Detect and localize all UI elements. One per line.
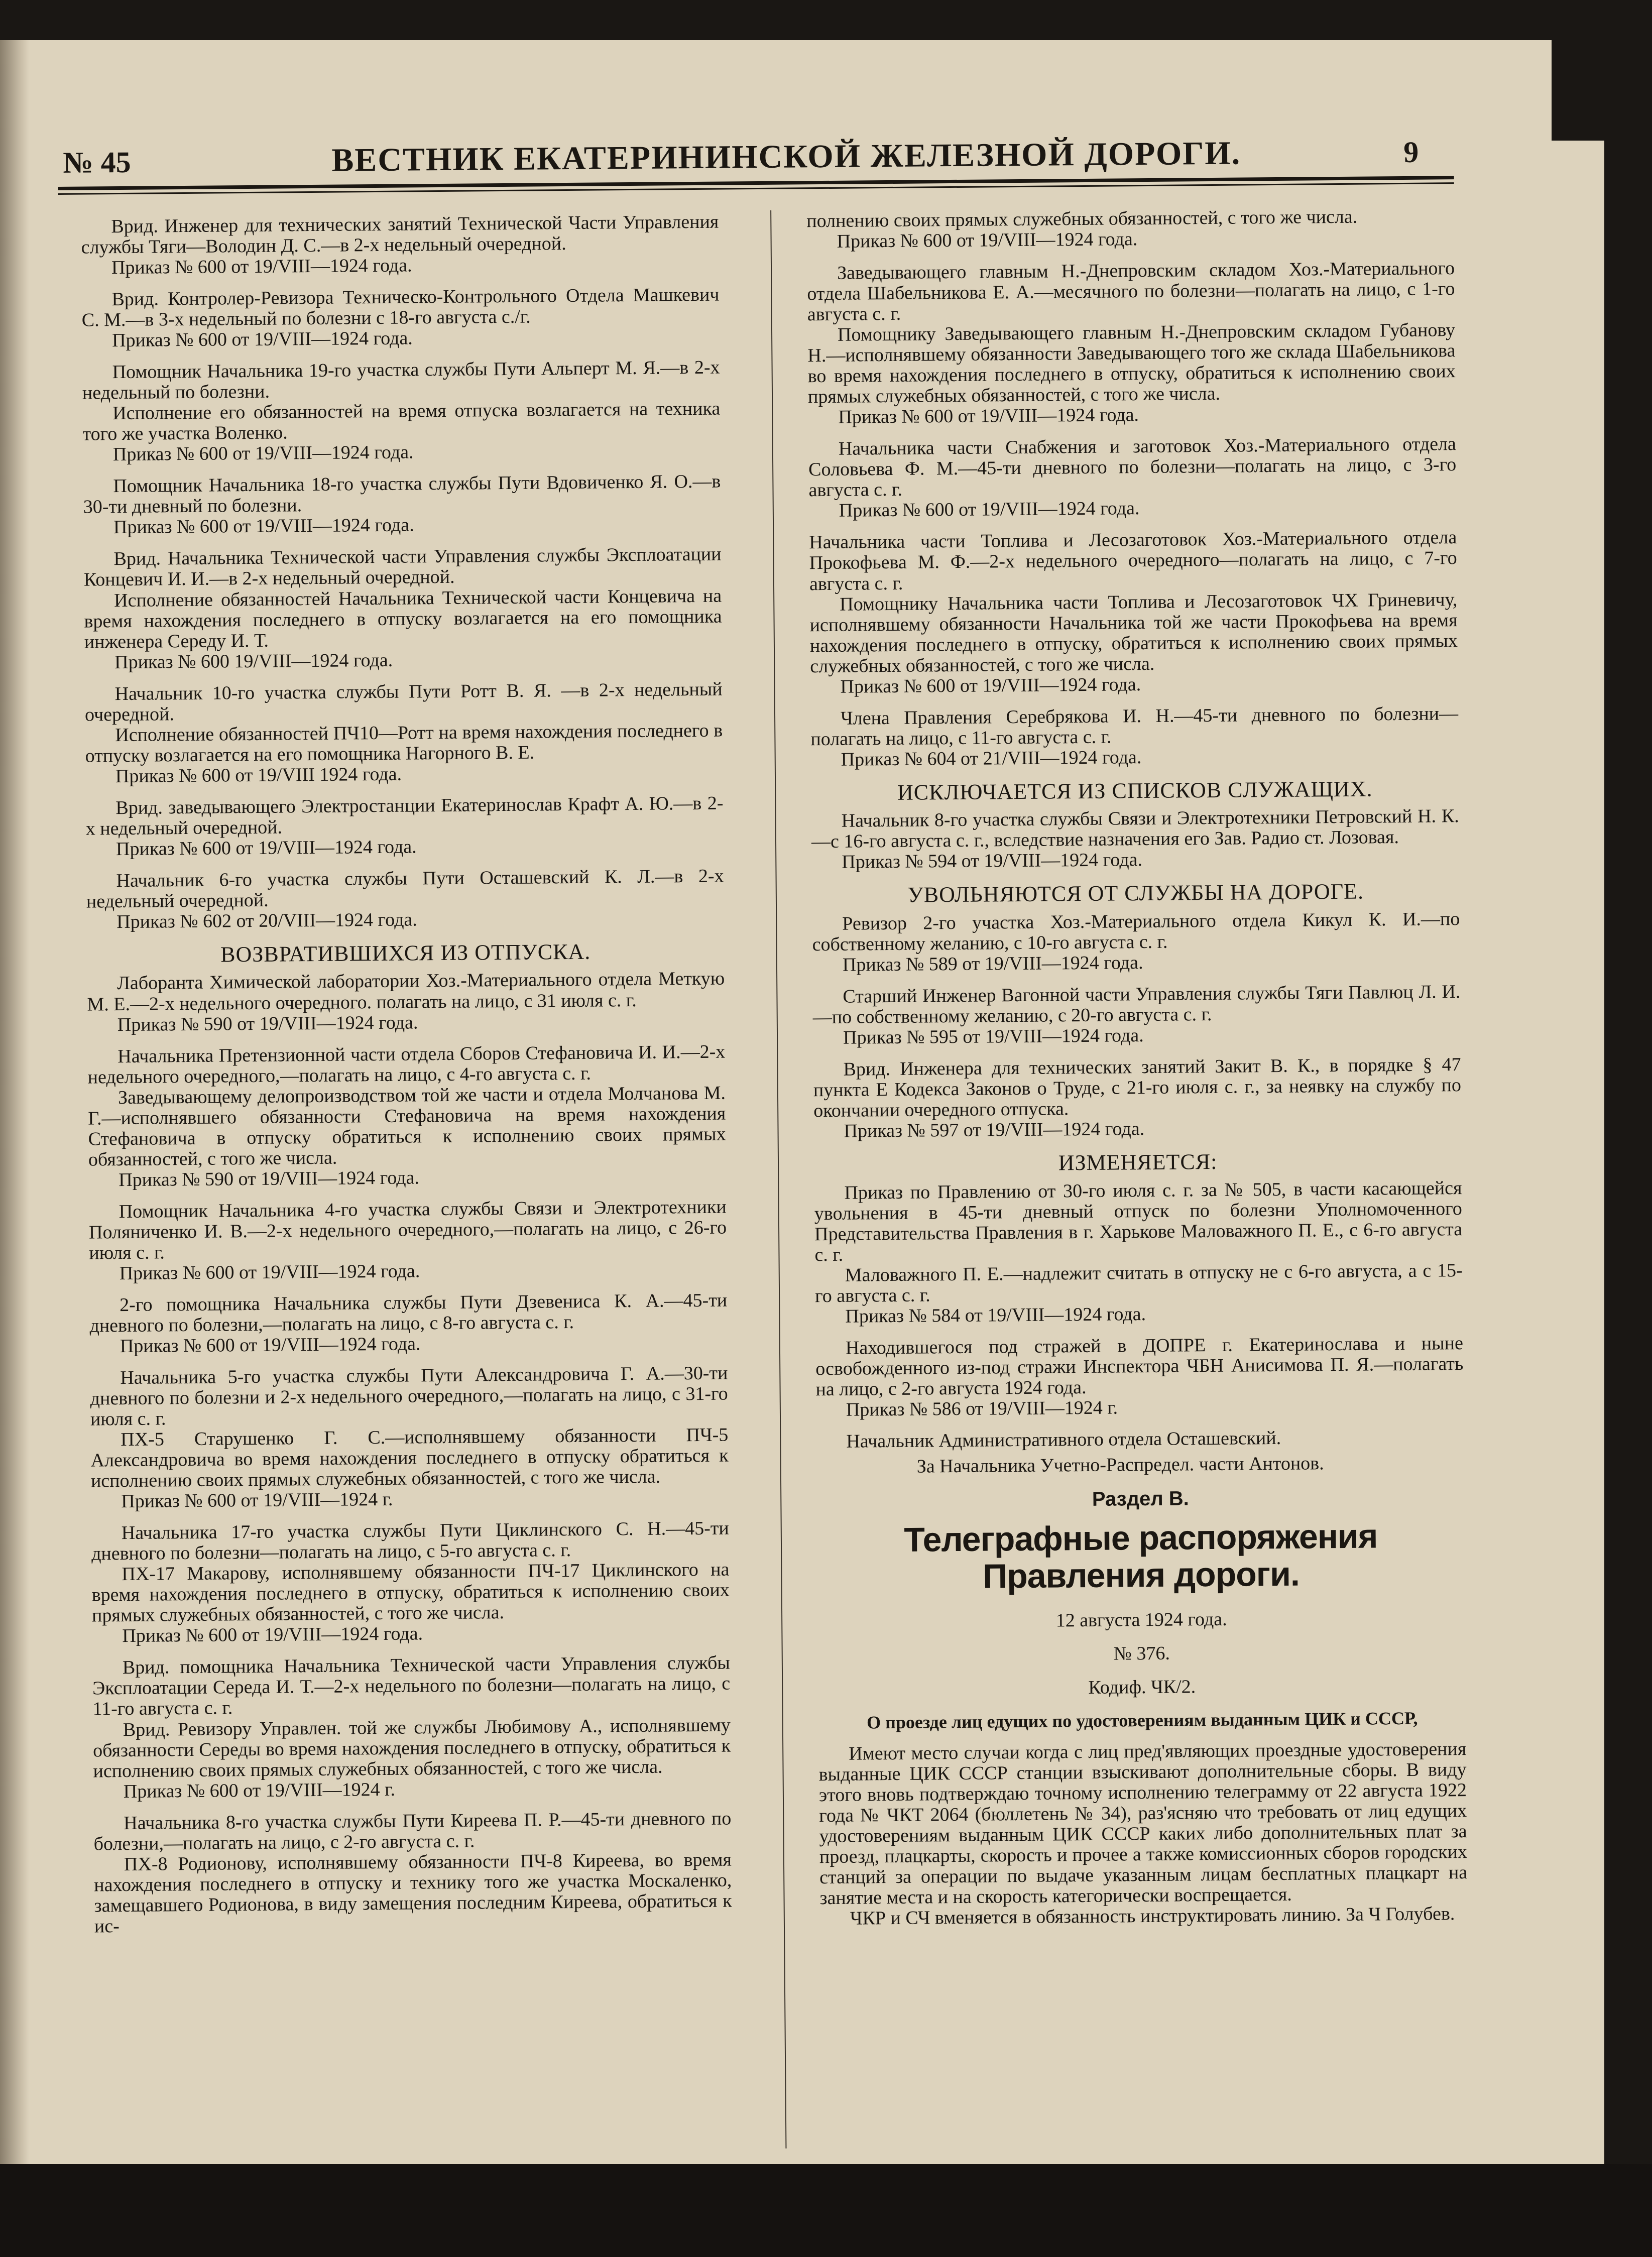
paragraph: Начальник 10-го участка службы Пути Ротт В. Я. —в 2-х недельный очередной. — [84, 678, 723, 726]
section-heading: ВОЗВРАТИВШИХСЯ ИЗ ОТПУСКА. — [220, 939, 591, 967]
order-reference: Приказ № 600 от 19/VIII—1924 года. — [840, 673, 1141, 697]
right-column — [806, 206, 1468, 1929]
paragraph: Исполнение обязанностей ПЧ10—Ротт на время нахождения последнего в отпуску возлагается на его помощника Нагорного В. Е. — [85, 720, 723, 767]
paragraph: Находившегося под стражей в ДОПРЕ г. Екатеринослава и ныне освобожденного из-под стражи Инспектора ЧБН Анисимова П. Я.—полагать на лицо, с 2-го августа 1924 года. — [815, 1333, 1464, 1400]
paragraph: Маловажного П. Е.—надлежит считать в отпуску не с 6-го августа, а с 15-го августа с. г. — [814, 1259, 1463, 1307]
order-reference: Приказ № 590 от 19/VIII—1924 года. — [117, 1011, 418, 1035]
section-heading: УВОЛЬНЯЮТСЯ ОТ СЛУЖБЫ НА ДОРОГЕ. — [907, 879, 1364, 908]
paragraph: ПХ-17 Макарову, исполнявшему обязанности ПЧ-17 Циклинского на время нахождения последнего в отпуску, обратиться к исполнению своих прямых служебных обязанностей, с того же числа. — [91, 1559, 730, 1626]
order-reference: Приказ № 600 от 19/VIII 1924 года. — [115, 763, 402, 787]
paragraph: Помощнику Заведывающего главным Н.-Днепровским складом Губанову Н.—исполнявшему обязанности Заведывающего того же склада Шабельникова во время нахождения последнего в отпуску, обратиться к исполнению своих прямых служебных обязанностей, с того же числа. — [807, 319, 1456, 408]
paragraph: Помощник Начальника 19-го участка службы Пути Альперт М. Я.—в 2-х недельный по болезни. — [82, 357, 720, 404]
paragraph: Имеют место случаи когда с лиц пред'являющих проездные удостоверения выданные ЦИК СССР станции взыскивают дополнительные сборы. В виду этого вновь подтверждаю точному исполнению телеграмму от 22 августа 1922 года № ЧКТ 2064 (бюллетень № 34), раз'ясняю что требовать от лиц едущих удостоверениям выданным ЦИК СССР каких либо дополнительных плат за проезд, плацкарты, скорость и прочее а также комиссионных сборов городских станций за операции по выдаче указанным лицам бесплатных плацкарт на занятие места и на скорость категорически воспрещается. — [818, 1738, 1468, 1909]
paragraph: Лаборанта Химической лаборатории Хоз.-Материального отдела Меткую М. Е.—2-х недельного очередного. полагать на лицо, с 31 июля с. г. — [87, 968, 725, 1015]
order-reference: Приказ № 602 от 20/VIII—1924 года. — [116, 909, 417, 933]
order-reference: Приказ № 595 от 19/VIII—1924 года. — [843, 1025, 1144, 1048]
newspaper-title: ВЕСТНИК ЕКАТЕРИНИНСКОЙ ЖЕЛЕЗНОЙ ДОРОГИ. — [331, 135, 1241, 179]
order-reference: Приказ № 604 от 21/VIII—1924 года. — [841, 746, 1142, 770]
order-reference: Приказ № 600 от 19/VIII—1924 года. — [122, 1623, 423, 1647]
paragraph: Начальника 5-го участка службы Пути Александровича Г. А.—30-ти дневного по болезни и 2-х недельного очередного,—полагать на лицо, с 31-го июля с. г. — [90, 1362, 728, 1430]
paragraph: Начальника части Топлива и Лесозаготовок Хоз.-Материального отдела Прокофьева М. Ф.—2-х недельного очередного—полагать на лицо, с 7-го августа с. г. — [809, 527, 1457, 595]
order-reference: Приказ № 600 от 19/VIII—1924 года. — [113, 514, 414, 538]
paragraph: 2-го помощника Начальника службы Пути Дзевениса К. А.—45-ти дневного по болезни,—полагать на лицо, с 8-го августа с. г. — [89, 1289, 728, 1337]
left-column — [81, 212, 732, 1937]
order-reference: Приказ № 586 от 19/VIII—1924 г. — [846, 1397, 1118, 1420]
order-reference: Приказ № 600 от 19/VIII—1924 года. — [111, 255, 412, 279]
paragraph: Врид. Инженера для технических занятий Закит В. К., в порядке § 47 пункта Е Кодекса Законов о Труде, с 21-го июля с. г., за неявку на службу по окончании очередного отпуска. — [813, 1054, 1462, 1122]
telegram-subject: О проезде лиц едущих по удостоверениям выданным ЦИК и СССР, — [866, 1708, 1418, 1733]
paragraph: Ревизор 2-го участка Хоз.-Материального отдела Кикул К. И.—по собственному желанию, с 10-го августа с. г. — [812, 908, 1460, 956]
order-reference: Приказ № 600 от 19/VIII—1924 года. — [111, 327, 413, 351]
order-reference: Приказ № 594 от 19/VIII—1924 года. — [842, 849, 1143, 873]
paragraph: Врид. заведывающего Электростанции Екатеринослав Крафт А. Ю.—в 2-х недельный очередной. — [85, 792, 724, 840]
paragraph: ПХ-5 Старушенко Г. С.—исполнявшему обязанности ПЧ-5 Александровича во время нахождения последнего в отпуску обратиться к исполнению своих прямых служебных обязанностей, с того же числа. — [90, 1424, 729, 1492]
order-reference: Приказ № 600 от 19/VIII—1924 г. — [121, 1489, 393, 1512]
section-title: Телеграфные распоряжения Правления дороги. — [904, 1517, 1378, 1596]
paragraph: Врид. Начальника Технической части Управления службы Эксплоатации Концевич И. И.—в 2-х недельный очередной. — [83, 544, 722, 591]
order-reference: Приказ № 600 от 19/VIII—1924 года. — [119, 1260, 420, 1284]
order-reference: Приказ № 600 от 19/VIII—1924 года. — [115, 836, 417, 860]
order-reference: Приказ № 600 19/VIII—1924 года. — [114, 649, 393, 673]
section-heading: ИЗМЕНЯЕТСЯ: — [1058, 1149, 1218, 1175]
paragraph: Начальника 8-го участка службы Пути Киреева П. Р.—45-ти дневного по болезни,—полагать на лицо, с 2-го августа с. г. — [93, 1808, 732, 1855]
paragraph: ПХ-8 Родионову, исполнявшему обязанности ПЧ-8 Киреева, во время нахождения последнего в отпуску и техникy того же участка Москаленко, замещавшего Родионова, в виду замещения последним Киреева, обратиться к ис- — [94, 1849, 732, 1937]
paragraph: Члена Правления Серебрякова И. Н.—45-ти дневного по болезни—полагать на лицо, с 11-го августа с. г. — [810, 702, 1459, 750]
paragraph: полнению своих прямых служебных обязанностей, с того же числа. — [806, 206, 1358, 232]
signature-line: За Начальника Учетно-Распредел. части Антонов. — [916, 1453, 1324, 1477]
order-reference: Приказ № 600 от 19/VIII—1924 года. — [838, 404, 1139, 428]
order-reference: Приказ № 600 от 19/VIII—1924 года. — [120, 1333, 421, 1357]
centered-line: Кодиф. ЧК/2. — [1088, 1676, 1196, 1699]
order-reference: Приказ № 600 от 19/VIII—1924 года. — [839, 498, 1140, 522]
paragraph: Начальника 17-го участка службы Пути Циклинского С. Н.—45-ти дневного по болезни—полагать на лицо, с 5-го августа с. г. — [91, 1517, 729, 1565]
signature-line: Начальник Административного отдела Осташевский. — [846, 1428, 1281, 1452]
paragraph: Врид. Инженер для технических занятий Технической Части Управления службы Тяги—Володин Д. С.—в 2-х недельный очередной. — [81, 211, 719, 258]
page-binding-edge — [0, 40, 29, 2164]
page-number: 9 — [1403, 135, 1419, 169]
paragraph: Помощник Начальника 4-го участка службы Связи и Электротехники Поляниченко И. В.—2-х недельного очередного,—полагать на лицо, с 26-го июля с. г. — [88, 1196, 727, 1264]
paragraph: Помощник Начальника 18-го участка службы Пути Вдовиченко Я. О.—в 30-ти дневный по болезни. — [83, 470, 721, 518]
paragraph: Врид. помощника Начальника Технической части Управления службы Эксплоатации Середа И. Т.—2-х недельного по болезни—полагать на лицо, с 11-го августа с. г. — [92, 1652, 731, 1720]
paragraph: ЧКР и СЧ вменяется в обязанность инструктировать линию. За Ч Голубев. — [850, 1903, 1455, 1930]
order-reference: Приказ № 597 от 19/VIII—1924 года. — [844, 1118, 1145, 1142]
order-reference: Приказ № 590 от 19/VIII—1924 года. — [119, 1167, 420, 1191]
centered-line: № 376. — [1113, 1642, 1170, 1665]
paragraph: Заведывающему делопроизводством той же части и отдела Молчанова М. Г.—исполнявшего обязанности Стефановича на время нахождения Стефановича в отпуску обратиться к исполнению своих прямых обязанностей, с того же числа. — [88, 1082, 726, 1170]
order-reference: Приказ № 589 от 19/VIII—1924 года. — [842, 952, 1143, 976]
paragraph: Исполнение его обязанностей на время отпуска возлагается на техника того же участка Воленко. — [82, 398, 721, 445]
paragraph: Приказ по Правлению от 30-го июля с. г. за № 505, в части касающейся увольнения в 45-ти дневный отпуск по болезни Уполномоченного Представительства Правления в г. Харькове Маловажного П. Е., с 6-го августа с. г. — [814, 1177, 1463, 1266]
order-reference: Приказ № 600 от 19/VIII—1924 г. — [123, 1778, 396, 1802]
paragraph: Исполнение обязанностей Начальника Технической части Концевича на время нахождения последнего в отпуску возлагается на его помощника инженера Середу И. Т. — [84, 585, 722, 653]
paragraph: Начальник 6-го участка службы Пути Осташевский К. Л.—в 2-х недельный очередной. — [86, 865, 724, 912]
paragraph: Начальник 8-го участка службы Связи и Электротехники Петровский Н. К.—с 16-го августа с. г., вследствие назначения его Зав. Радио ст. Лозовая. — [811, 805, 1459, 853]
paragraph: Старший Инженер Вагонной части Управления службы Тяги Павлюц Л. И.—по собственному желанию, с 20-го августа с. г. — [812, 981, 1461, 1028]
order-reference: Приказ № 584 от 19/VIII—1924 года. — [845, 1303, 1146, 1327]
paragraph: Заведывающего главным Н.-Днепровским складом Хоз.-Материального отдела Шабельникова Е. А.—месячного по болезни—полагать на лицо, с 1-го августа с. г. — [807, 258, 1455, 325]
scan-bottom-margin — [0, 2164, 1652, 2257]
paragraph: Врид. Контролер-Ревизора Техническо-Контрольного Отдела Машкевич С. М.—в 3-х недельный по болезни с 18-го августа с./г. — [81, 284, 720, 331]
section-label: Раздел В. — [1092, 1487, 1189, 1511]
paragraph: Врид. Ревизору Управлен. той же службы Любимову А., исполнявшему обязанности Середы во время нахождения последнего в отпуску, обратиться к исполнению своих прямых служебных обязанностей, с того же числа. — [93, 1714, 731, 1782]
page-corner-shadow — [1552, 40, 1652, 141]
issue-number: № 45 — [63, 145, 131, 179]
centered-line: 12 августа 1924 года. — [1055, 1609, 1227, 1631]
section-heading: ИСКЛЮЧАЕТСЯ ИЗ СПИСКОВ СЛУЖАЩИХ. — [897, 776, 1373, 805]
paragraph: Помощнику Начальника части Топлива и Лесозаготовок ЧХ Гриневичу, исполнявшему обязанности Начальника той же части Прокофьева на время нахождения последнего в отпуску, обратиться к исполнению своих прямых служебных обязанностей, с того же числа. — [809, 588, 1458, 677]
paragraph: Начальника части Снабжения и заготовок Хоз.-Материального отдела Соловьева Ф. М.—45-ти дневного по болезни—полагать на лицо, с 3-го августа с. г. — [808, 433, 1457, 501]
order-reference: Приказ № 600 от 19/VIII—1924 года. — [112, 441, 414, 465]
paragraph: Начальника Претензионной части отдела Сборов Стефановича И. И.—2-х недельного очередного,—полагать на лицо, с 4-го августа с. г. — [87, 1041, 726, 1088]
order-reference: Приказ № 600 от 19/VIII—1924 года. — [837, 228, 1138, 252]
